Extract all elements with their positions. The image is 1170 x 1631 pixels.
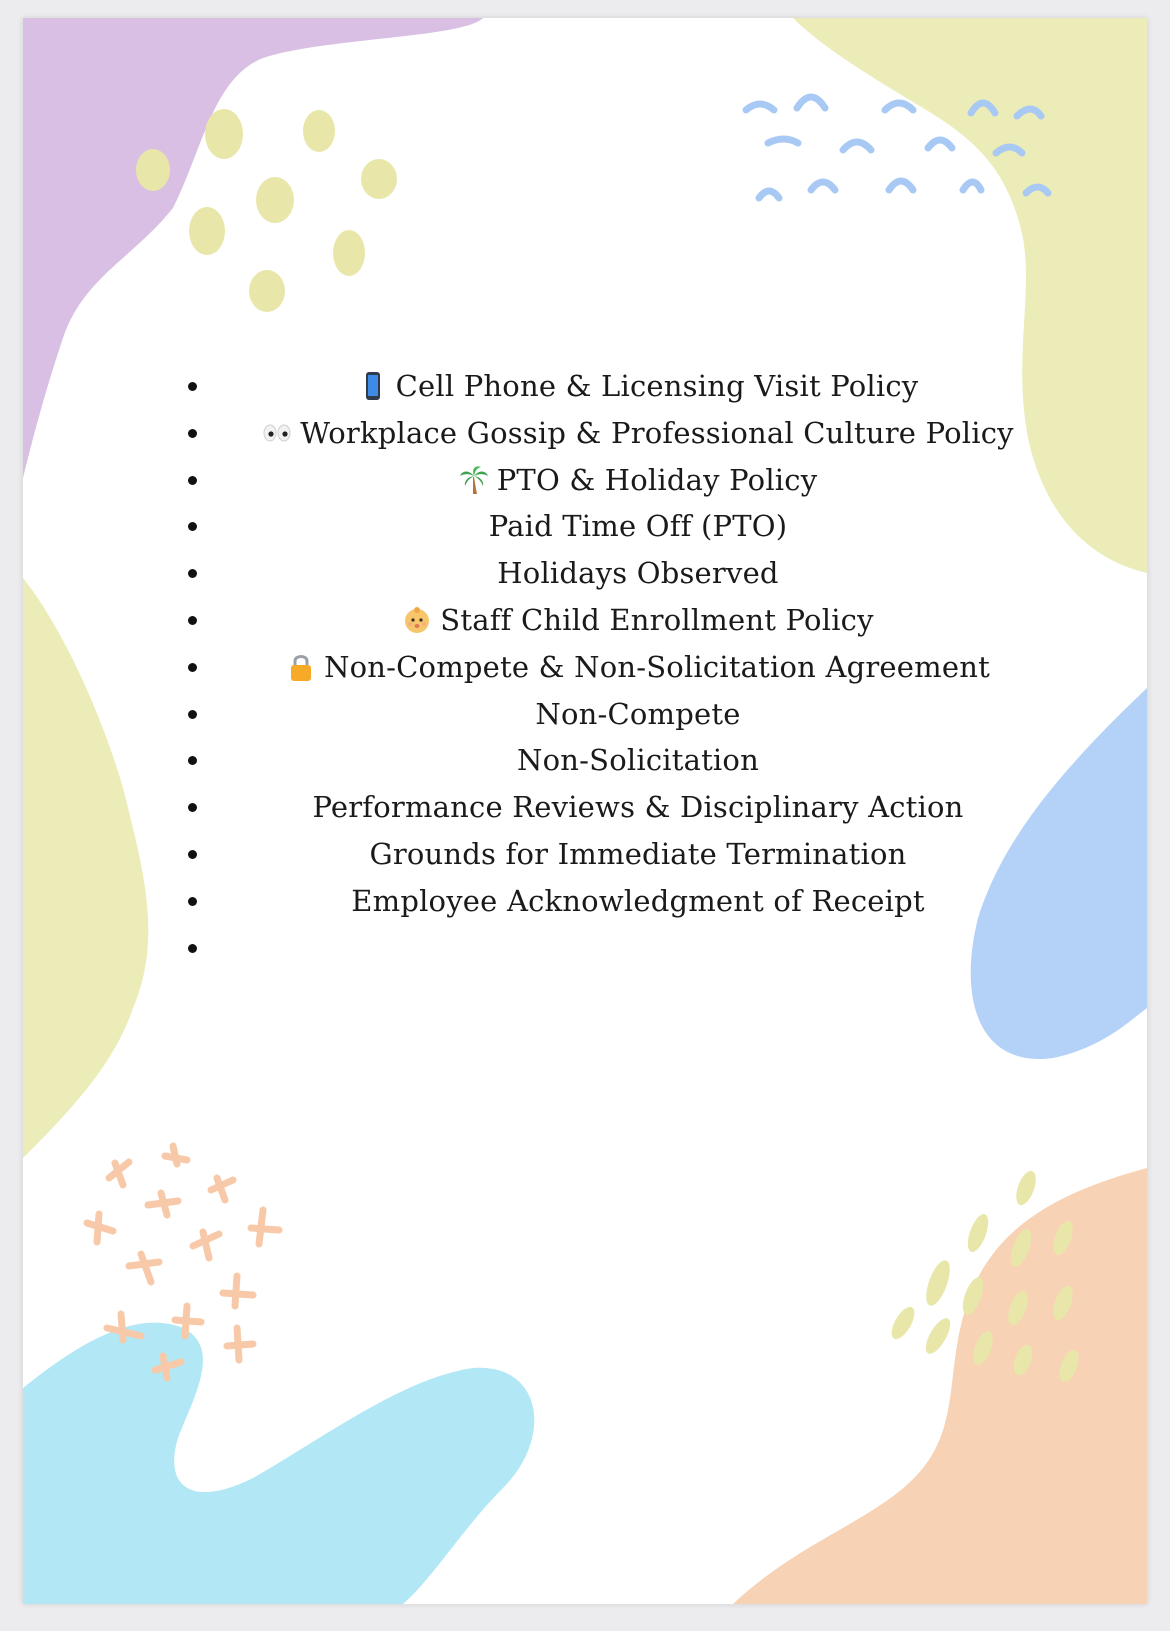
bullet-marker <box>188 522 197 531</box>
list-item-label: Performance Reviews & Disciplinary Action <box>312 790 964 825</box>
list-item <box>23 597 1147 644</box>
list-item-label: Non-Solicitation <box>517 743 759 778</box>
bullet-marker <box>188 710 197 719</box>
list-item-label: Grounds for Immediate Termination <box>369 836 907 871</box>
bullet-marker <box>188 944 197 953</box>
list-item-content <box>228 410 1048 457</box>
bullet-marker <box>188 616 197 625</box>
list-item-label: Non-Compete <box>535 696 741 731</box>
list-item <box>23 691 1147 738</box>
baby-icon <box>402 602 432 632</box>
list-item-label: Cell Phone & Licensing Visit Policy <box>395 369 919 403</box>
list-item-label: PTO & Holiday Policy <box>496 462 818 497</box>
list-item-content <box>228 503 1048 550</box>
list-item-content <box>228 691 1048 738</box>
list-item <box>23 737 1147 784</box>
bullet-marker <box>188 803 197 812</box>
list-item-content <box>228 644 1048 691</box>
list-item-content <box>228 831 1048 878</box>
policy-list <box>23 363 1147 971</box>
list-item <box>23 644 1147 691</box>
list-item <box>23 363 1147 410</box>
bullet-marker <box>188 850 197 859</box>
cyan-blob-bottom-left <box>23 1323 534 1604</box>
lock-icon <box>286 649 316 679</box>
list-item-label: Paid Time Off (PTO) <box>488 509 788 544</box>
list-item-content <box>228 363 1048 410</box>
list-item <box>23 550 1147 597</box>
list-item-content <box>228 878 1048 925</box>
list-item <box>23 784 1147 831</box>
list-item-label: Non-Compete & Non-Solicitation Agreement <box>324 649 990 684</box>
list-item-content <box>228 597 1048 644</box>
bullet-marker <box>188 756 197 765</box>
list-item-content <box>228 550 1048 597</box>
list-item-label: Workplace Gossip & Professional Culture Policy <box>300 415 1014 450</box>
bullet-marker <box>188 382 197 391</box>
list-item-label: Employee Acknowledgment of Receipt <box>351 883 925 918</box>
list-item-label: Holidays Observed <box>497 556 779 591</box>
peach-blob-bottom-right <box>733 1168 1147 1604</box>
list-item <box>23 410 1147 457</box>
list-item-content <box>228 457 1048 504</box>
list-item <box>23 925 1147 972</box>
list-item-content <box>228 737 1048 784</box>
list-item <box>23 878 1147 925</box>
bullet-marker <box>188 663 197 672</box>
document-page <box>23 18 1147 1604</box>
list-item-label: Staff Child Enrollment Policy <box>440 602 874 637</box>
list-item <box>23 503 1147 550</box>
list-item <box>23 831 1147 878</box>
list-item <box>23 457 1147 504</box>
bullet-marker <box>188 569 197 578</box>
bullet-marker <box>188 429 197 438</box>
bullet-marker <box>188 897 197 906</box>
palm-tree-icon <box>459 462 489 492</box>
mobile-phone-icon <box>358 368 388 398</box>
eyes-icon <box>262 415 292 445</box>
bullet-marker <box>188 476 197 485</box>
list-item-content <box>228 784 1048 831</box>
